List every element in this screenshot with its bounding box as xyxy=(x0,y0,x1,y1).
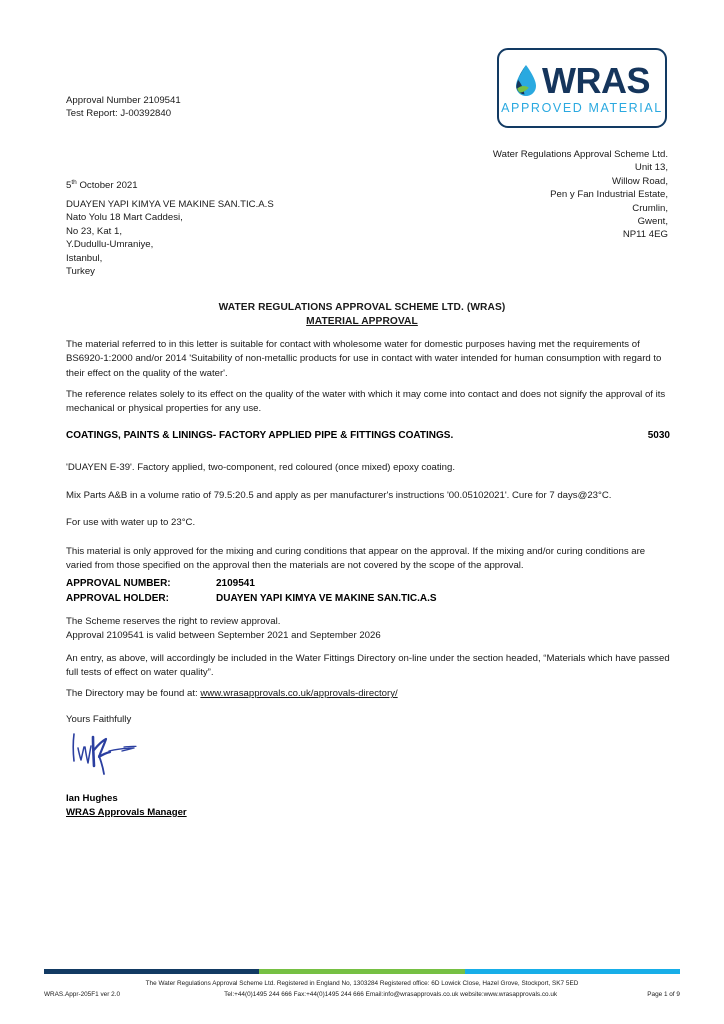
footer-bar-blue xyxy=(465,969,680,974)
paragraph-review-validity xyxy=(66,615,670,644)
footer-bar-navy xyxy=(44,969,259,974)
paragraph-product-description: 'DUAYEN E-39'. Factory applied, two-component, red coloured (once mixed) epoxy coating. xyxy=(66,462,456,473)
directory-link-prefix: The Directory may be found at: xyxy=(66,688,201,699)
footer-contact-line: Tel:+44(0)1495 244 666 Fax:+44(0)1495 244 666 Email:info@wrasapprovals.co.uk website:www.wrasapprovals.co.uk xyxy=(224,990,558,998)
signer-block xyxy=(66,792,466,819)
footer-bottom-row xyxy=(44,990,680,1000)
signer-title: WRAS Approvals Manager xyxy=(66,806,187,818)
letter-date xyxy=(66,176,366,193)
date-rest: October 2021 xyxy=(76,180,138,192)
footer-color-bar xyxy=(44,969,680,974)
sender-address xyxy=(348,148,668,242)
approval-number-value: 2109541 xyxy=(216,578,255,589)
date-day: 5 xyxy=(66,180,72,192)
logo-wordmark: WRAS xyxy=(542,60,650,102)
approval-number-row xyxy=(66,576,670,591)
section-heading-text: COATINGS, PAINTS & LININGS- FACTORY APPLIED PIPE & FITTINGS COATINGS. xyxy=(66,430,454,441)
approval-holder-label: APPROVAL HOLDER: xyxy=(66,593,169,604)
wras-approved-material-logo xyxy=(497,48,667,128)
sender-address-line: Crumlin, xyxy=(632,202,668,214)
directory-url-link[interactable]: www.wrasapprovals.co.uk/approvals-directory/ xyxy=(200,688,398,699)
date-ordinal: th xyxy=(71,179,77,186)
paragraph-directory-link xyxy=(66,687,670,701)
validity-line: Approval 2109541 is valid between September 2021 and September 2026 xyxy=(66,630,381,642)
recipient-address xyxy=(66,198,396,278)
footer-doc-ref: WRAS.Appr-205F1 ver 2.0 xyxy=(44,990,121,998)
approval-number-label: APPROVAL NUMBER: xyxy=(66,578,171,589)
test-report-ref: Test Report: J-00392840 xyxy=(66,108,172,120)
recipient-address-line: Nato Yolu 18 Mart Caddesi, xyxy=(66,212,183,224)
sender-address-line: NP11 4EG xyxy=(622,229,668,241)
approval-number-ref: Approval Number 2109541 xyxy=(66,95,181,106)
footer-text xyxy=(44,979,680,999)
sender-address-line: Water Regulations Approval Scheme Ltd. xyxy=(492,149,668,160)
reference-block xyxy=(66,94,366,121)
section-heading-row xyxy=(66,430,670,441)
signature-image xyxy=(68,728,188,776)
paragraph-suitability: The material referred to in this letter is suitable for contact with wholesome water for domestic purposes having met the requirements of BS6920-1:2000 and/or 2014 'Suitability of non-metallic products for use in contact with water intended for human consumption with regard to their effect on the quality of the water'. xyxy=(66,339,662,379)
title-line-2: MATERIAL APPROVAL xyxy=(306,316,418,327)
approval-holder-row xyxy=(66,591,670,606)
approval-holder-value: DUAYEN YAPI KIMYA VE MAKINE SAN.TIC.A.S xyxy=(216,593,437,604)
recipient-address-line: Istanbul, xyxy=(66,252,103,264)
paragraph-directory-entry: An entry, as above, will accordingly be included in the Water Fittings Directory on-line under the section headed, “Materials which have passed full tests of effect on water quality”. xyxy=(66,653,670,679)
footer-page-number: Page 1 of 9 xyxy=(647,990,680,998)
sender-address-line: Pen y Fan Industrial Estate, xyxy=(550,189,668,201)
signer-name: Ian Hughes xyxy=(66,793,118,804)
recipient-address-line: No 23, Kat 1, xyxy=(66,225,122,237)
footer-bar-green xyxy=(259,969,465,974)
sender-address-line: Unit 13, xyxy=(634,162,668,174)
recipient-address-line: Y.Dudullu-Umraniye, xyxy=(66,239,154,251)
signoff-text: Yours Faithfully xyxy=(66,714,132,725)
paragraph-water-temperature: For use with water up to 23°C. xyxy=(66,517,196,528)
paragraph-mixing-instructions: Mix Parts A&B in a volume ratio of 79.5:20.5 and apply as per manufacturer's instructions '00.05102021'. Cure for 7 days@23°C. xyxy=(66,490,612,501)
sender-address-line: Willow Road, xyxy=(612,175,668,187)
section-code: 5030 xyxy=(647,430,670,441)
recipient-address-line: Turkey xyxy=(66,266,95,278)
logo-subtitle: APPROVED MATERIAL xyxy=(501,101,663,116)
document-title xyxy=(0,301,724,329)
paragraph-conditions-notice: This material is only approved for the mixing and curing conditions that appear on the approval. If the mixing and/or curing conditions are varied from those specified on the approval then the materials are not covered by the scope of the approval. xyxy=(66,546,646,572)
footer-registration-line: The Water Regulations Approval Scheme Ltd. Registered in England No, 1303284 Registered office: 6D Lowick Close, Hazel Grove, Stockport, SK7 5ED xyxy=(145,980,579,987)
recipient-address-line: DUAYEN YAPI KIMYA VE MAKINE SAN.TIC.A.S xyxy=(66,199,274,210)
review-right-line: The Scheme reserves the right to review approval. xyxy=(66,616,281,627)
water-drop-icon xyxy=(514,64,538,98)
sender-address-line: Gwent, xyxy=(637,216,668,228)
title-line-1: WATER REGULATIONS APPROVAL SCHEME LTD. (WRAS) xyxy=(218,302,506,313)
approval-details xyxy=(66,576,670,606)
paragraph-reference-scope: The reference relates solely to its effect on the quality of the water with which it may come into contact and does not signify the approval of its mechanical or physical properties for any use. xyxy=(66,389,666,415)
